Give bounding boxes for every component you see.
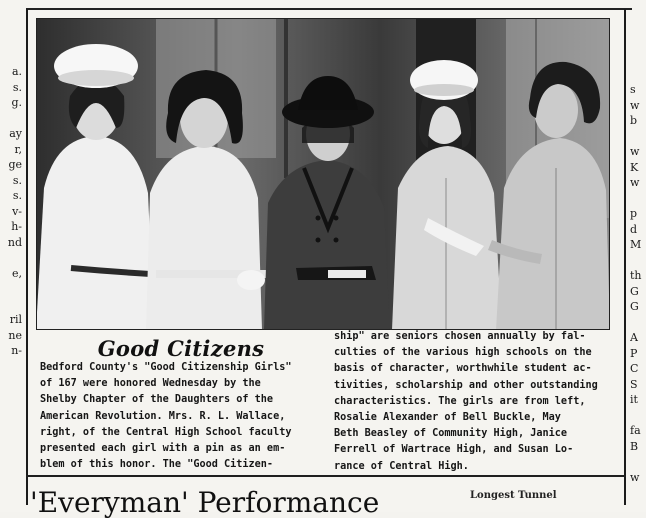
article-line: American Revolution. Mrs. R. L. Wallace, <box>40 410 286 422</box>
adjacent-text-fragment: w <box>630 145 640 158</box>
article-line: Bedford County's "Good Citizenship Girls" <box>40 362 292 373</box>
news-photo <box>36 18 610 330</box>
article-column-1 <box>40 360 312 473</box>
adjacent-text-fragment: A <box>630 331 638 344</box>
adjacent-text-fragment: b <box>630 114 638 127</box>
adjacent-text-fragment: d <box>630 222 638 236</box>
adjacent-text-fragment <box>630 253 646 269</box>
adjacent-text-fragment: ge <box>8 158 22 171</box>
adjacent-text-fragment: a. <box>11 65 22 78</box>
adjacent-text-fragment: v- <box>12 204 22 218</box>
adjacent-text-fragment: G <box>630 300 639 313</box>
article-line: characteristics. The girls are from left, <box>334 395 586 407</box>
article-line: basis of character, worthwhile student ac- <box>334 363 592 375</box>
article-line: Rosalie Alexander of Bell Buckle, May <box>334 411 561 423</box>
right-column-rule <box>624 9 626 505</box>
adjacent-right-column <box>630 82 646 485</box>
article-line: rance of Central High. <box>334 460 469 472</box>
photo-illustration <box>36 18 610 330</box>
article-line: tivities, scholarship and other outstanding <box>334 379 598 391</box>
adjacent-text-fragment: s. <box>12 80 22 94</box>
adjacent-text-fragment: nd <box>7 235 22 249</box>
adjacent-text-fragment: r, <box>14 142 22 156</box>
adjacent-text-fragment <box>0 297 22 313</box>
adjacent-text-fragment: C <box>630 362 639 375</box>
adjacent-text-fragment: w <box>630 176 640 189</box>
article-line: blem of this honor. The "Good Citizen- <box>40 459 274 471</box>
article-line: ship" are seniors chosen annually by fal- <box>334 331 586 342</box>
top-rule <box>26 8 632 10</box>
adjacent-text-fragment: w <box>630 98 640 112</box>
article-column-2 <box>334 329 612 475</box>
left-column-rule <box>26 9 28 505</box>
adjacent-text-fragment: ay <box>9 127 22 140</box>
bottom-separator-rule <box>26 475 626 477</box>
adjacent-text-fragment: ne <box>8 328 22 342</box>
adjacent-text-fragment: M <box>630 238 642 251</box>
article-line: Shelby Chapter of the Daughters of the <box>40 394 274 406</box>
adjacent-text-fragment: h- <box>11 220 22 233</box>
adjacent-text-fragment: G <box>630 284 639 298</box>
adjacent-text-fragment <box>0 250 22 266</box>
adjacent-text-fragment: K <box>630 160 639 174</box>
adjacent-text-fragment <box>630 129 646 145</box>
adjacent-text-fragment: p <box>630 207 638 220</box>
article-line: Ferrell of Wartrace High, and Susan Lo- <box>334 444 574 456</box>
adjacent-left-column <box>0 64 22 359</box>
article-line: right, of the Central High School faculty <box>40 426 292 438</box>
article-line: of 167 were honored Wednesday by the <box>40 378 261 390</box>
article-headline: Good Citizens <box>97 336 265 361</box>
next-article-headline: 'Everyman' Performance <box>30 488 380 518</box>
adjacent-text-fragment <box>0 111 22 127</box>
adjacent-text-fragment: B <box>630 439 639 453</box>
adjacent-text-fragment <box>630 191 646 207</box>
article-line: culties of the various high schools on the <box>334 347 592 359</box>
adjacent-text-fragment: e, <box>11 266 22 280</box>
adjacent-text-fragment: s. <box>12 173 22 187</box>
adjacent-text-fragment <box>630 315 646 331</box>
adjacent-text-fragment: fa <box>630 424 641 437</box>
adjacent-text-fragment: s. <box>12 189 22 202</box>
adjacent-text-fragment: w <box>630 470 640 484</box>
adjacent-text-fragment: it <box>630 393 638 406</box>
adjacent-text-fragment <box>630 408 646 424</box>
next-article-side-heading: Longest Tunnel <box>470 490 557 501</box>
article-line: presented each girl with a pin as an em- <box>40 442 286 454</box>
adjacent-text-fragment: g. <box>11 96 22 109</box>
adjacent-text-fragment: S <box>630 377 638 391</box>
adjacent-text-fragment: th <box>630 269 642 282</box>
adjacent-text-fragment: P <box>630 346 638 360</box>
girl-3-figure <box>264 76 390 330</box>
article-line: Beth Beasley of Community High, Janice <box>334 428 568 440</box>
adjacent-text-fragment <box>630 454 646 470</box>
adjacent-text-fragment: s <box>630 83 636 96</box>
adjacent-text-fragment: n- <box>11 344 22 357</box>
adjacent-text-fragment: ril <box>9 313 22 326</box>
adjacent-text-fragment <box>0 281 22 297</box>
